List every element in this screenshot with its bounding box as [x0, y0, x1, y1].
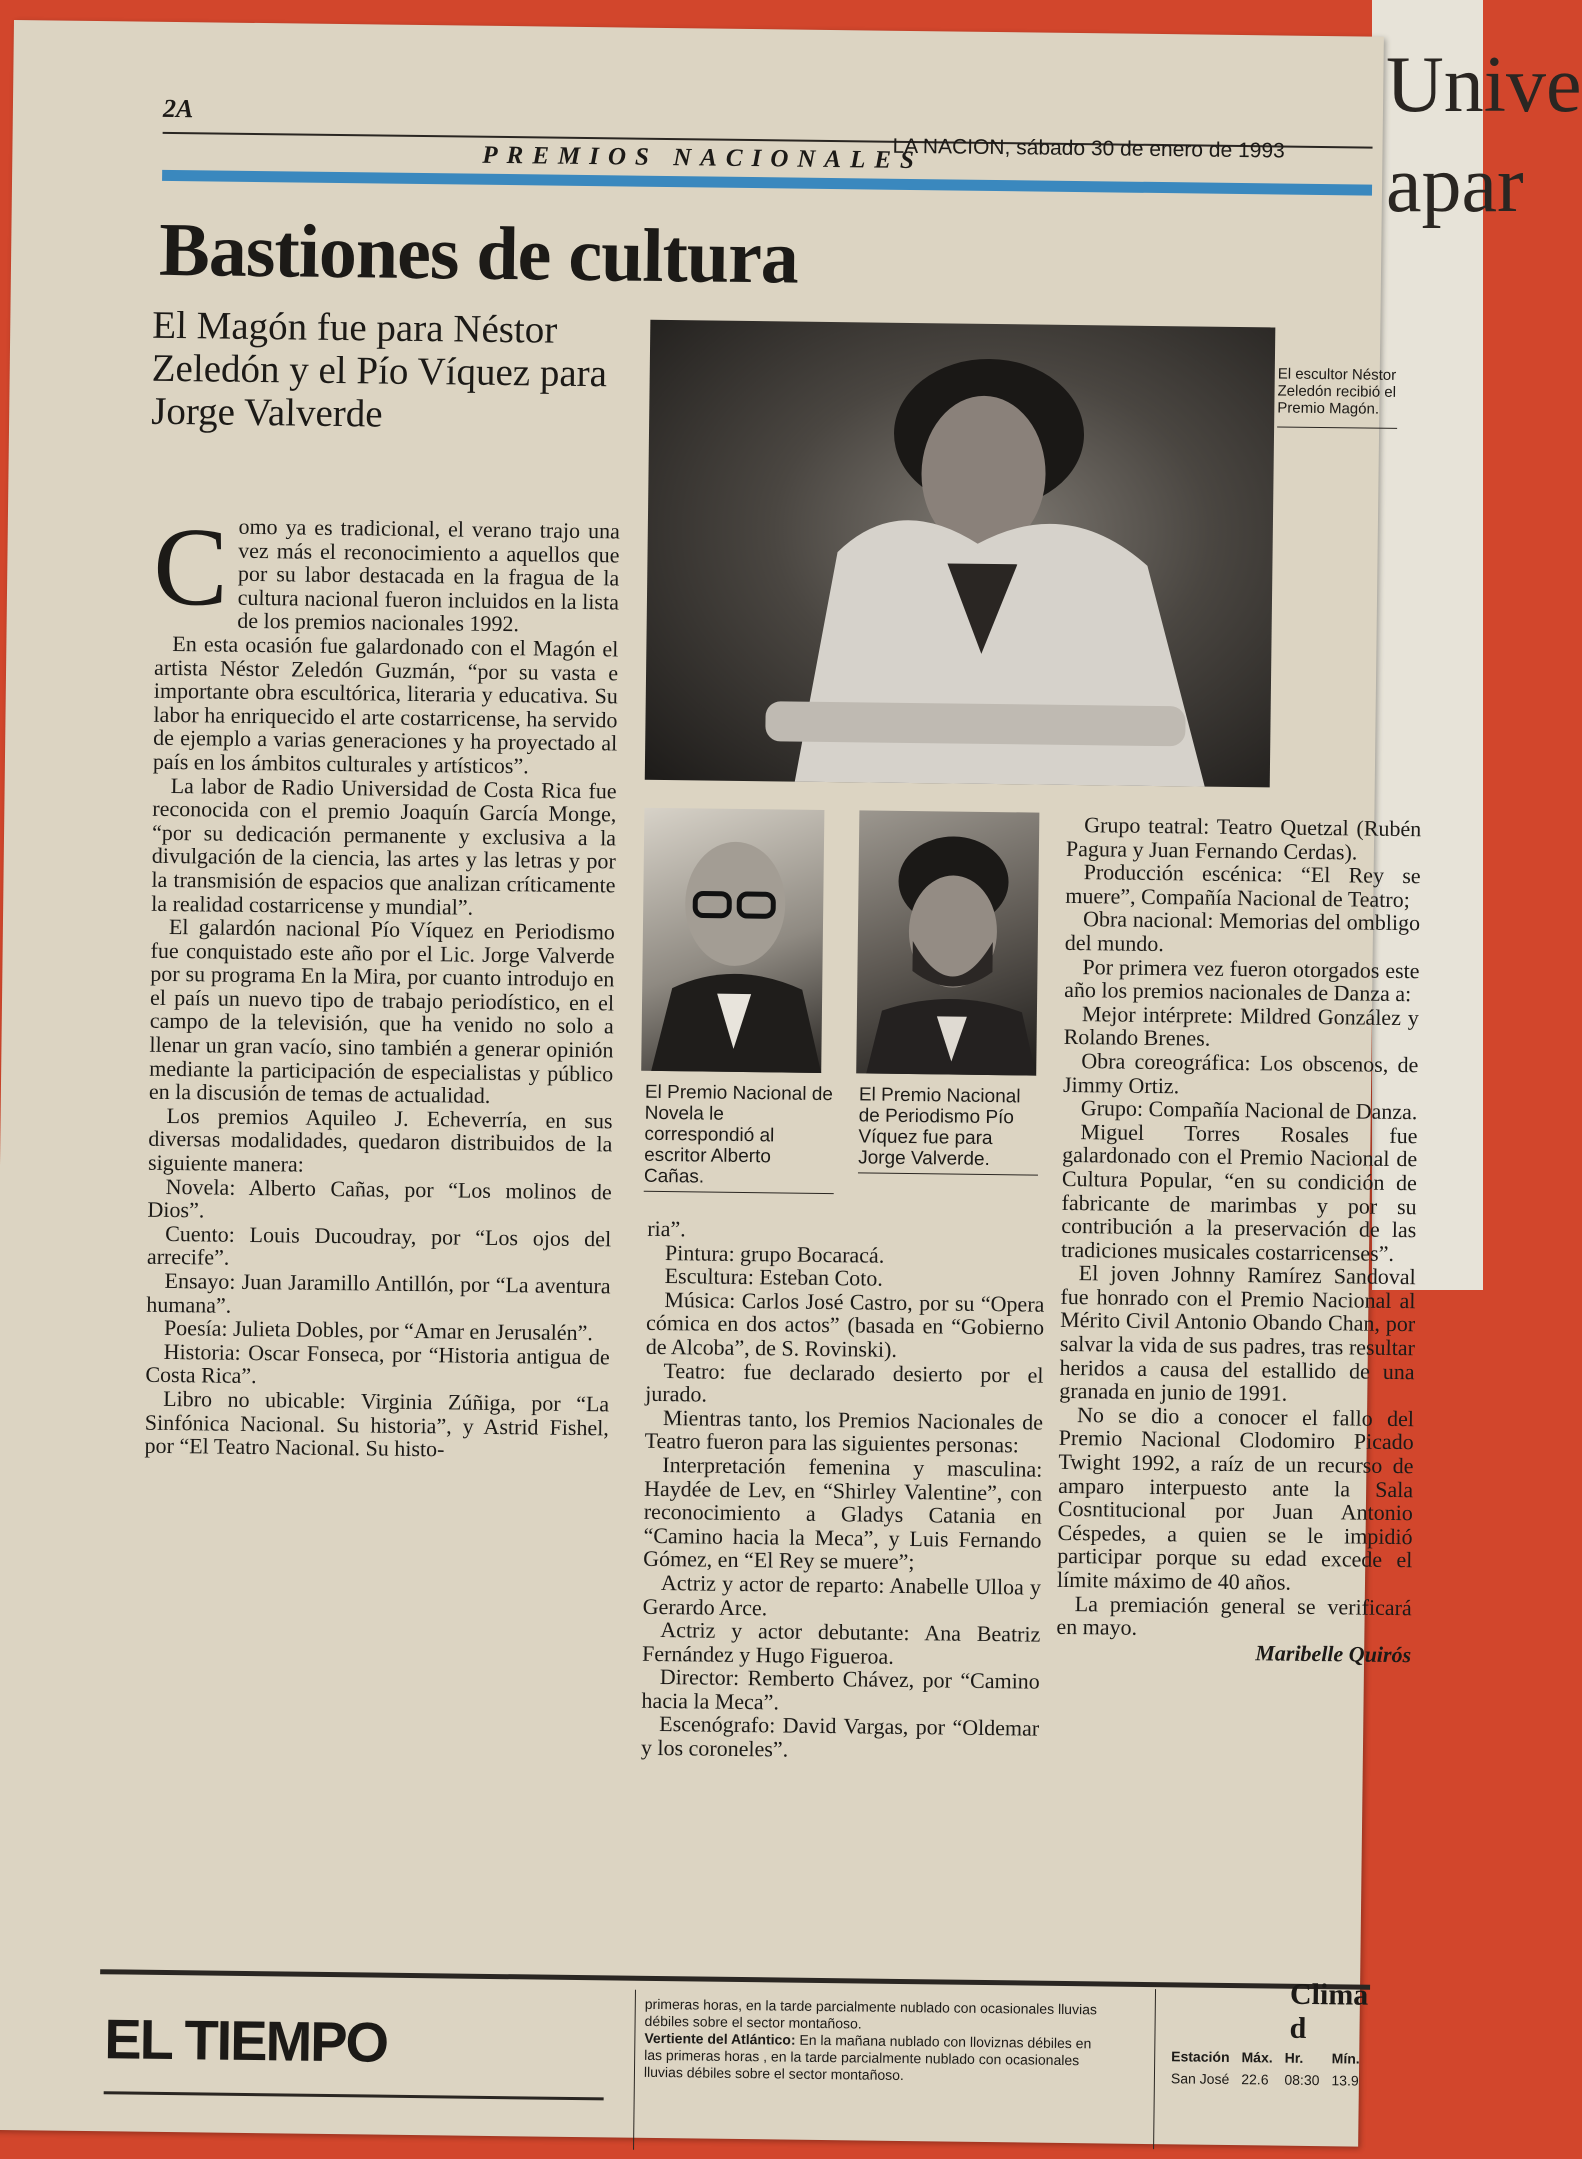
award-item: Escultura: Esteban Coto. — [664, 1263, 883, 1291]
page-number: 2A — [162, 93, 194, 124]
weather-underline — [104, 2091, 604, 2100]
paragraph: omo ya es tradicional, el verano trajo una vez más el reconocimiento a aquellos que por su labor destacada en la fragua de la cultura nacional fueron incluidos en la lista de los premios nacionales 1992. — [237, 513, 620, 637]
paragraph: No se dio a conocer el fallo del Premio Nacional Clodomiro Picado Twight 1992, a raíz de un recurso de amparo interpuesto ante la Sala Cosntitucional por Juan Antonio Céspedes, a quien se le impidió participar porque su edad excede el límite máximo de 40 años. — [1056, 1401, 1415, 1595]
award-item: Historia: Oscar Fonseca, por “Historia antigua de Costa Rica”. — [145, 1338, 610, 1389]
photo-alberto-canas — [641, 808, 824, 1073]
award-item: Obra coreográfica: Los obscenos, de Jimmy Ortiz. — [1062, 1048, 1419, 1098]
table-cell: 13.9 — [1331, 2072, 1359, 2089]
photo-nestor-zeledon — [645, 320, 1276, 788]
atlantic-text: En la mañana nublado con lloviznas débiles en las primeras horas , en la tarde parcialmente nublado con ocasionales lluvias débiles sobre el sector montañoso. — [643, 2031, 1092, 2084]
table-header-row — [1171, 2046, 1370, 2068]
climate-header: Clima d — [1289, 1977, 1369, 2045]
adjacent-heading-1: Unive — [1386, 41, 1582, 129]
paragraph: Miguel Torres Rosales fue galardonado con el Premio Nacional de Cultura Popular, “en su condición de fabricante de marimbas y por su contribución a la preservación de las tradiciones musicales costarricenses”. — [1060, 1118, 1418, 1266]
award-item: Actriz y actor debutante: Ana Beatriz Fernández y Hugo Figueroa. — [641, 1617, 1041, 1669]
caption-canas: El Premio Nacional de Novela le correspondió al escritor Alberto Cañas. — [644, 1082, 835, 1194]
paragraph: ria”. — [647, 1215, 686, 1242]
paragraph: La labor de Radio Universidad de Costa Rica fue reconocida con el premio Joaquín García Monge, “por su dedicación permanente y exclusiva a la divulgación de la ciencia, las artes y las letras y por la transmisión de espacios que analizan críticamente la realidad costarricense y mundial”. — [151, 772, 617, 920]
award-item: Director: Remberto Chávez, por “Camino hacia la Meca”. — [641, 1664, 1040, 1715]
award-item: Libro no ubicable: Virginia Zúñiga, por “La Sinfónica Nacional. Su historia”, y Astrid Fishel, por “El Teatro Nacional. Su histo- — [144, 1385, 610, 1462]
table-row — [1171, 2068, 1370, 2090]
article-column-3 — [1056, 813, 1421, 1667]
adjacent-heading-2: apar — [1386, 141, 1524, 229]
award-item: Cuento: Louis Ducoudray, por “Los ojos del arrecife”. — [146, 1220, 612, 1271]
portrait-beard-icon — [856, 810, 1039, 1075]
blue-bar — [162, 170, 1372, 196]
award-item: Teatro: fue declarado desierto por el jurado. — [645, 1357, 1044, 1407]
table-cell: San José — [1170, 2070, 1230, 2088]
award-item: Actriz y actor de reparto: Anabelle Ulloa y Gerardo Arce. — [642, 1569, 1042, 1620]
weather-forecast — [644, 1996, 1105, 2087]
award-item: Obra nacional: Memorias del ombligo del mundo. — [1064, 906, 1421, 957]
forecast-line: primeras horas, en la tarde parcialmente nublado con ocasionales lluvias débiles sobre el sector montañoso. — [644, 1995, 1098, 2032]
paragraph: En esta ocasión fue galardonado con el Magón el artista Néstor Zeledón Guzmán, “por su vasta e importante obra escultórica, literaria y educativa. Su labor ha enriquecido el arte costarricense, ha servido de ejemplo a varias generaciones y ha proyectado al país en los ámbitos culturales y artísticos”. — [152, 630, 619, 779]
climate-table — [1169, 2044, 1372, 2092]
portrait-glasses-icon — [641, 808, 824, 1073]
caption-main-photo: El escultor Néstor Zeledón recibió el Premio Magón. — [1277, 365, 1398, 428]
weather-rule — [100, 1969, 1370, 1990]
table-header: Estación — [1171, 2048, 1230, 2066]
dateline: LA NACION, sábado 30 de enero de 1993 — [892, 134, 1285, 163]
paragraph: Por primera vez fueron otorgados este año los premios nacionales de Danza a: — [1064, 953, 1420, 1007]
table-cell: 22.6 — [1241, 2071, 1269, 2088]
atlantic-label: Vertiente del Atlántico: — [644, 2029, 796, 2048]
award-item: Interpretación femenina y masculina: Haydée de Lev, en “Shirley Valentine”, con reconocimiento a Gladys Catania en “Camino hacia la Meca”, y Luis Fernando Gómez, en “El Rey se muere”; — [643, 1451, 1043, 1575]
forecast-atlantic — [644, 2030, 1105, 2087]
award-item: Producción escénica: “El Rey se muere”, Compañía Nacional de Teatro; — [1065, 859, 1421, 912]
weather-divider-2 — [1153, 1989, 1156, 2149]
award-item: Grupo: Compañía Nacional de Danza. — [1080, 1095, 1418, 1125]
award-item: Poesía: Julieta Dobles, por “Amar en Jerusalén”. — [163, 1315, 594, 1346]
table-header: Máx. — [1241, 2049, 1273, 2066]
newspaper-page — [0, 20, 1422, 2147]
paragraph: El joven Johnny Ramírez Sandoval fue honrado con el Premio Nacional al Mérito Civil Antonio Obando Chan, por salvar la vida de sus padres, tras resultar heridos a causa del estallido de una granada en junio de 1991. — [1059, 1260, 1416, 1406]
award-item: Pintura: grupo Bocaracá. — [664, 1239, 885, 1268]
portrait-figure-icon — [645, 320, 1276, 788]
award-item: Escenógrafo: David Vargas, por “Oldemar y los coroneles”. — [640, 1711, 1040, 1762]
article-column-2 — [641, 1217, 1046, 1764]
weather-title: EL TIEMPO — [103, 2007, 388, 2074]
subheadline: El Magón fue para Néstor Zeledón y el Pío Víquez para Jorge Valverde — [150, 303, 608, 436]
award-item: Novela: Alberto Cañas, por “Los molinos de Dios”. — [147, 1173, 612, 1223]
paragraph: Los premios Aquileo J. Echeverría, en sus diversas modalidades, quedaron distribuidos de la siguiente manera: — [147, 1102, 613, 1177]
award-item: Grupo teatral: Teatro Quetzal (Rubén Pagura y Juan Fernando Cerdas). — [1065, 812, 1422, 865]
table-header: Mín. — [1331, 2050, 1360, 2067]
paragraph: El galardón nacional Pío Víquez en Periodismo fue conquistado este año por el Lic. Jorge Valverde por su programa En la Mira, por cuanto introdujo en el país un nuevo tipo de trabajo periodístico, en el campo de la televisión, que ha venido no solo a llenar un gran vacío, sino también a generar opinión mediante la participación de especialistas y público en la discusión de temas de actualidad. — [148, 914, 616, 1109]
table-header: Hr. — [1284, 2049, 1304, 2066]
drop-cap: C — [152, 504, 229, 630]
award-item: Música: Carlos José Castro, por su “Opera cómica en dos actos” (basada en “Gobierno de Alcoba”, de S. Rovinski). — [645, 1286, 1045, 1362]
table-cell: 08:30 — [1284, 2071, 1320, 2089]
award-item: Ensayo: Juan Jaramillo Antillón, por “La aventura humana”. — [146, 1267, 611, 1318]
award-item: Mejor intérprete: Mildred González y Rolando Brenes. — [1063, 1000, 1420, 1052]
article-column-1 — [144, 504, 620, 1463]
section-title: PREMIOS NACIONALES — [482, 141, 924, 175]
caption-valverde: El Premio Nacional de Periodismo Pío Víquez fue para Jorge Valverde. — [858, 1084, 1039, 1175]
weather-divider — [633, 1990, 636, 2150]
byline: Maribelle Quirós — [1255, 1640, 1412, 1667]
photo-jorge-valverde — [856, 810, 1039, 1075]
headline: Bastiones de cultura — [158, 207, 799, 300]
paragraph: Mientras tanto, los Premios Nacionales de Teatro fueron para las siguientes personas: — [644, 1404, 1044, 1458]
paragraph: La premiación general se verificará en mayo. — [1056, 1590, 1412, 1641]
